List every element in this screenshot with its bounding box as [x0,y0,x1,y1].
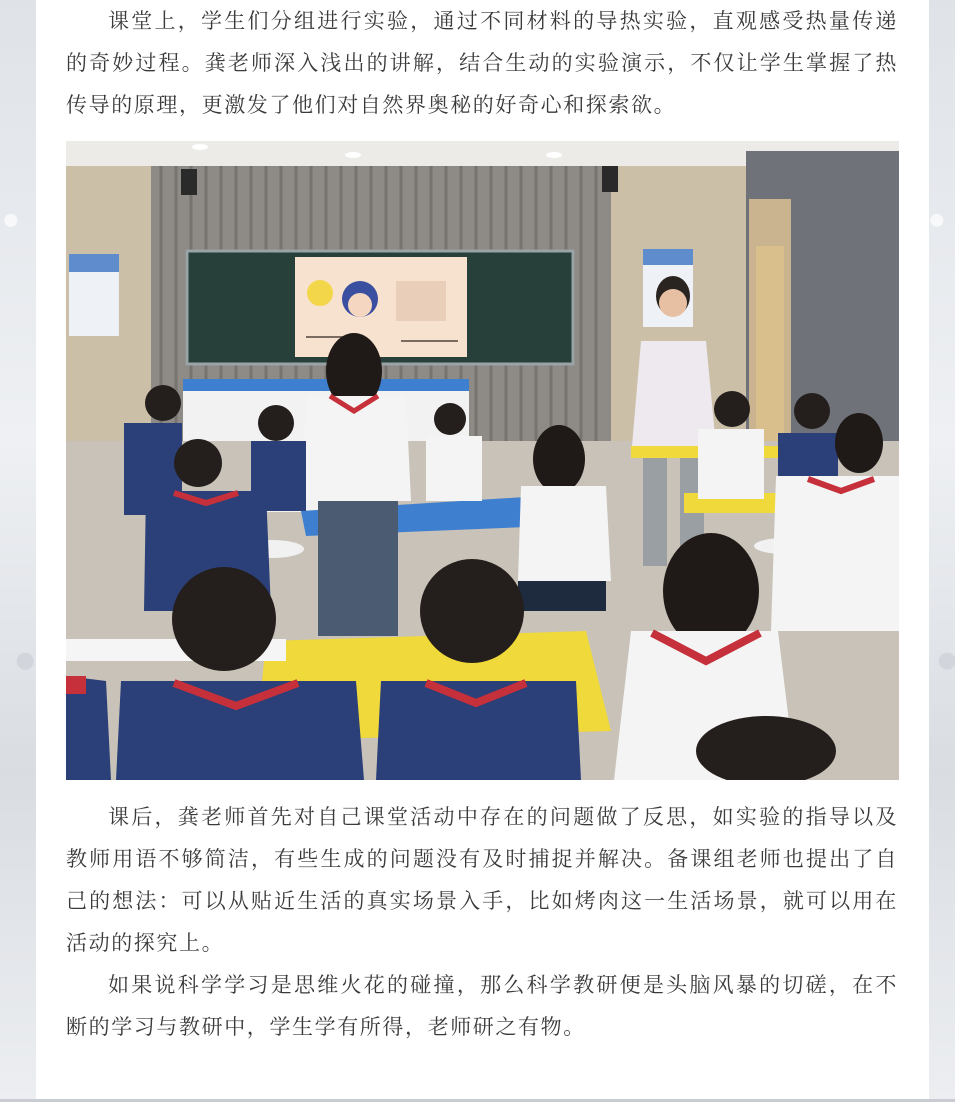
classroom-photo [66,141,899,780]
left-page-margin-texture [0,0,36,1102]
right-page-margin-texture [929,0,955,1102]
article-paragraph-conclusion: 如果说科学学习是思维火花的碰撞，那么科学教研便是头脑风暴的切磋，在不断的学习与教研中，学生学有所得，老师研之有物。 [66,973,898,1039]
article-paragraph-reflection: 课后，龚老师首先对自己课堂活动中存在的问题做了反思，如实验的指导以及教师用语不够简洁，有些生成的问题没有及时捕捉并解决。备课组老师也提出了自己的想法：可以从贴近生活的真实场景入手，比如烤肉这一生活场景，就可以用在活动的探究上。 [66,805,898,955]
article-body [36,0,929,1102]
article-paragraph-experiment: 课堂上，学生们分组进行实验，通过不同材料的导热实验，直观感受热量传递的奇妙过程。龚老师深入浅出的讲解，结合生动的实验演示，不仅让学生掌握了热传导的原理，更激发了他们对自然界奥秘的好奇心和探索欲。 [66,9,898,117]
